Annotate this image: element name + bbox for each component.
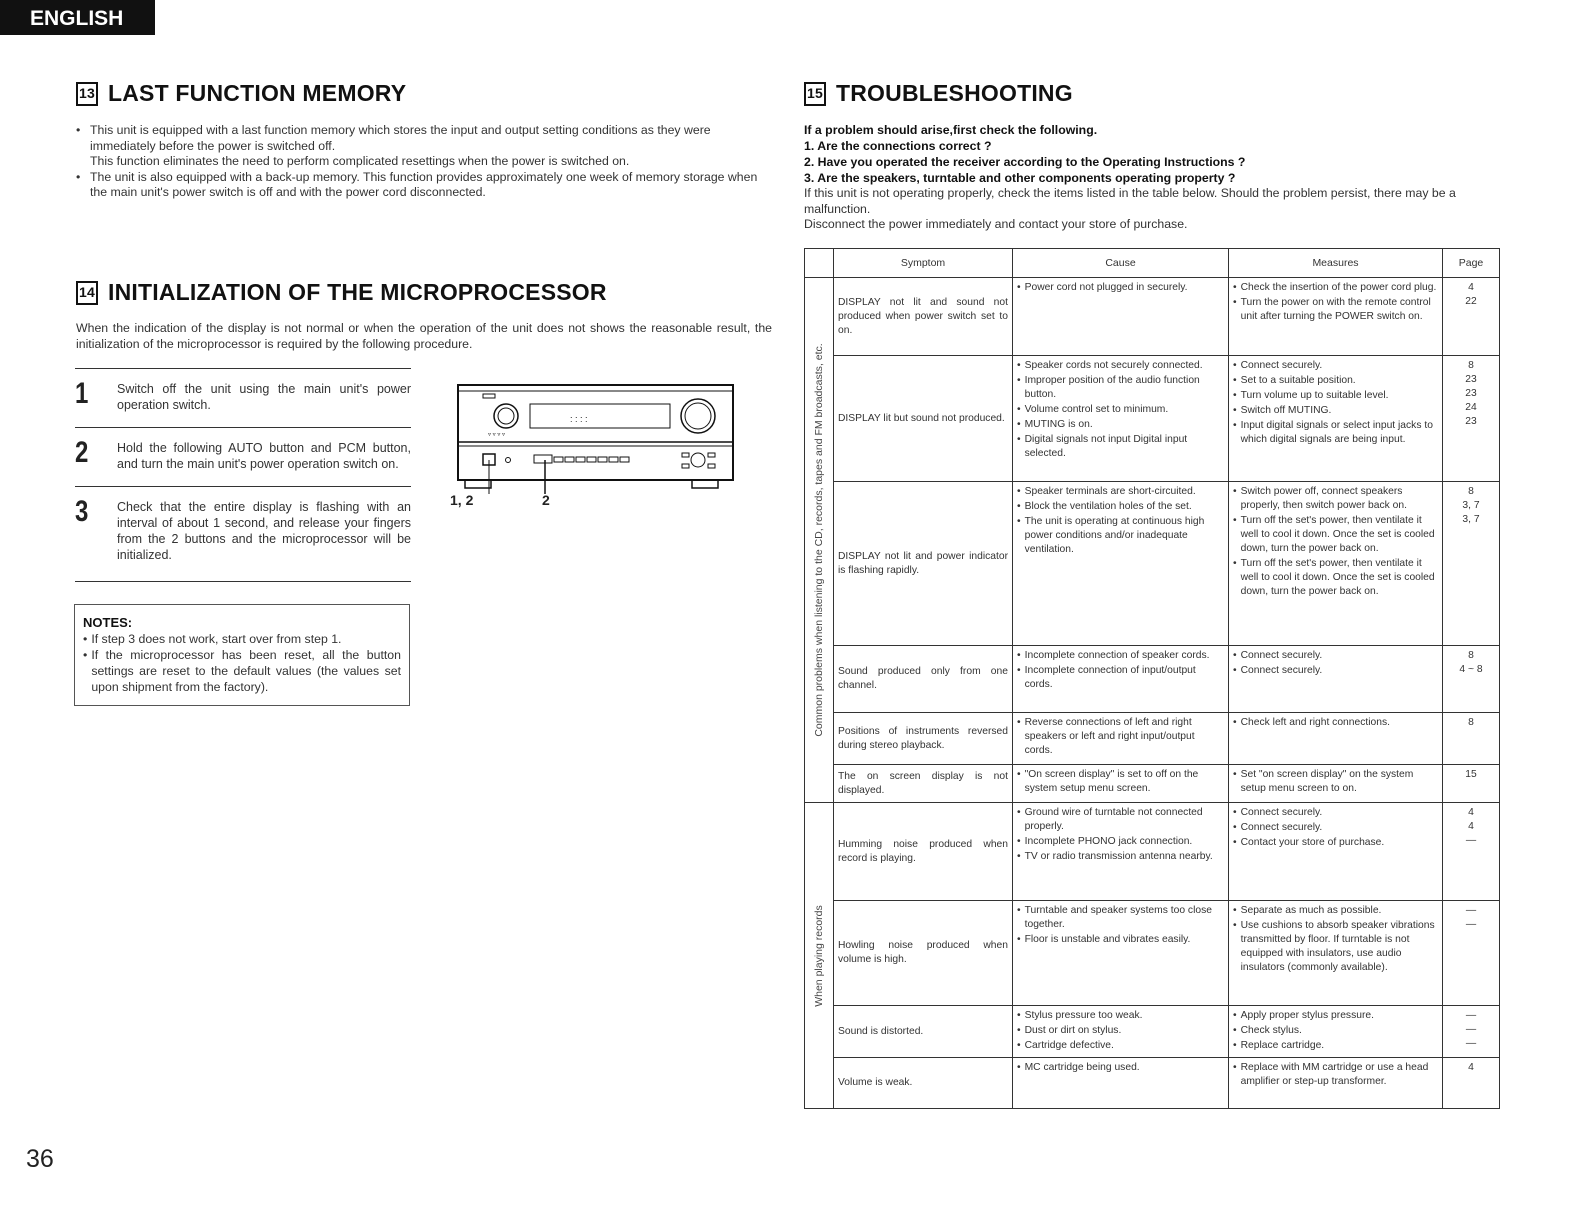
page-cell <box>1443 646 1500 713</box>
measure-item <box>1233 716 1438 730</box>
bullet-icon: • <box>1017 375 1021 386</box>
page-number: 36 <box>26 1145 54 1173</box>
table-row <box>805 803 1500 901</box>
page-cell <box>1443 765 1500 803</box>
bullet-icon: • <box>1233 282 1237 293</box>
table-row <box>805 765 1500 803</box>
bullet-icon: • <box>1233 1040 1237 1051</box>
measure-cell <box>1229 1058 1443 1109</box>
figure-label: 2 <box>542 492 550 508</box>
cause-item <box>1017 1061 1224 1075</box>
group-label: When playing records <box>813 904 825 1007</box>
page-cell <box>1443 1006 1500 1058</box>
cause-item <box>1017 374 1224 402</box>
cause-item <box>1017 281 1224 295</box>
item-text: Replace cartridge. <box>1240 1040 1325 1051</box>
bullet-icon: • <box>1017 665 1021 676</box>
svg-text:: : : :: : : : : <box>570 414 588 424</box>
bullet-icon: • <box>1017 905 1021 916</box>
measure-item <box>1233 557 1438 599</box>
measure-item <box>1233 904 1438 918</box>
item-text: Connect securely. <box>1240 665 1323 676</box>
bullet-icon: • <box>1233 717 1237 728</box>
item-text: Check the insertion of the power cord plug. <box>1240 282 1437 293</box>
page-cell <box>1443 278 1500 356</box>
page-cell <box>1443 901 1500 1006</box>
bullet-icon: • <box>1017 360 1021 371</box>
measure-item <box>1233 649 1438 663</box>
paragraph: If this unit is not operating properly, check the items listed in the table below. Should the problem persist, there may be a malfunction. <box>804 186 1456 216</box>
table-row <box>805 1006 1500 1058</box>
item-text: Contact your store of purchase. <box>1240 837 1385 848</box>
measure-item <box>1233 419 1438 447</box>
language-tab: ENGLISH <box>0 0 155 35</box>
bullet-icon: • <box>1017 516 1021 527</box>
paragraph: This function eliminates the need to perform complicated resettings when the power is switched on. <box>90 154 630 168</box>
page-cell <box>1443 713 1500 765</box>
notes-title: NOTES: <box>83 615 133 630</box>
measure-item <box>1233 404 1438 418</box>
cause-item <box>1017 1024 1224 1038</box>
page-ref: 8 <box>1468 717 1474 728</box>
measure-cell <box>1229 646 1443 713</box>
page-ref: — <box>1465 905 1477 916</box>
page-cell <box>1443 1058 1500 1109</box>
symptom-cell: Sound produced only from one channel. <box>834 646 1013 713</box>
step <box>75 486 411 581</box>
bullet-icon: • <box>1017 836 1021 847</box>
svg-text:▿ ▿ ▿ ▿: ▿ ▿ ▿ ▿ <box>488 432 506 438</box>
bullet-icon: • <box>1017 717 1021 728</box>
troubleshooting-table <box>804 248 1500 1109</box>
bullet-icon: • <box>1233 515 1237 526</box>
item-text: MC cartridge being used. <box>1024 1062 1140 1073</box>
bullet-icon: • <box>1233 360 1237 371</box>
column-header: Measures <box>1229 249 1443 278</box>
section-15-heading <box>804 80 1073 107</box>
section-title: TROUBLESHOOTING <box>835 80 1073 106</box>
cause-item <box>1017 716 1224 758</box>
measure-cell <box>1229 1006 1443 1058</box>
item-text: Use cushions to absorb speaker vibrations transmitted by floor. If turntable is not equipped with insulators, use audio insulators (commonly available). <box>1240 920 1435 973</box>
cause-cell <box>1013 1058 1229 1109</box>
item-text: Apply proper stylus pressure. <box>1240 1010 1374 1021</box>
bullet-icon: • <box>1017 1025 1021 1036</box>
column-header: Page <box>1443 249 1500 278</box>
symptom-cell: DISPLAY not lit and sound not produced when power switch set to on. <box>834 278 1013 356</box>
page-ref: 22 <box>1465 296 1477 307</box>
symptom-cell: Volume is weak. <box>834 1058 1013 1109</box>
page-ref: 15 <box>1465 769 1477 780</box>
bullet-icon: • <box>1017 501 1021 512</box>
bullet-icon: • <box>1233 297 1237 308</box>
symptom-cell: DISPLAY lit but sound not produced. <box>834 356 1013 482</box>
item-text: Ground wire of turntable not connected properly. <box>1024 807 1203 832</box>
figure-label: 1, 2 <box>450 492 474 508</box>
item-text: Speaker cords not securely connected. <box>1024 360 1203 371</box>
cause-cell <box>1013 713 1229 765</box>
cause-item <box>1017 433 1224 461</box>
item-text: Block the ventilation holes of the set. <box>1024 501 1192 512</box>
item-text: Switch power off, connect speakers properly, then switch power back on. <box>1240 486 1407 511</box>
item-text: Check stylus. <box>1240 1025 1302 1036</box>
step-number: 1 <box>75 377 89 410</box>
bullet-icon: • <box>1233 920 1237 931</box>
step-text: Check that the entire display is flashing with an interval of about 1 second, and release your fingers from the 2 buttons and the microprocessor will be initialized. <box>117 500 411 562</box>
item-text: Connect securely. <box>1240 360 1323 371</box>
bullet-icon: • <box>1233 1010 1237 1021</box>
bullet-icon: • <box>1233 807 1237 818</box>
receiver-front-panel-illustration <box>450 380 740 520</box>
item-text: Connect securely. <box>1240 807 1323 818</box>
page-cell <box>1443 482 1500 646</box>
bullet-icon: • <box>1233 665 1237 676</box>
page-ref: — <box>1465 1024 1477 1035</box>
cause-item <box>1017 904 1224 932</box>
page-ref: 4 ~ 8 <box>1459 664 1483 675</box>
item-text: TV or radio transmission antenna nearby. <box>1024 851 1213 862</box>
item-text: Improper position of the audio function button. <box>1024 375 1200 400</box>
step-number: 3 <box>75 495 89 528</box>
item-text: Dust or dirt on stylus. <box>1024 1025 1122 1036</box>
cause-item <box>1017 1009 1224 1023</box>
section-title: INITIALIZATION OF THE MICROPROCESSOR <box>107 279 607 305</box>
page-ref: — <box>1465 919 1477 930</box>
cause-item <box>1017 500 1224 514</box>
symptom-cell: Positions of instruments reversed during stereo playback. <box>834 713 1013 765</box>
page-cell <box>1443 356 1500 482</box>
cause-cell <box>1013 901 1229 1006</box>
page-cell <box>1443 803 1500 901</box>
measure-item <box>1233 296 1438 324</box>
page-ref: 8 <box>1468 650 1474 661</box>
table-header-row <box>805 249 1500 278</box>
table-row <box>805 482 1500 646</box>
cause-cell <box>1013 765 1229 803</box>
measure-item <box>1233 281 1438 295</box>
symptom-cell: Humming noise produced when record is playing. <box>834 803 1013 901</box>
measure-cell <box>1229 278 1443 356</box>
item-text: Digital signals not input Digital input selected. <box>1024 434 1188 459</box>
cause-item <box>1017 768 1224 796</box>
table-row <box>805 1058 1500 1109</box>
bullet-icon: • <box>1233 486 1237 497</box>
measure-item <box>1233 389 1438 403</box>
bullet-icon: • <box>1233 650 1237 661</box>
bullet-text: The unit is also equipped with a back-up memory. This function provides approximately one week of memory storage when the main unit's power switch is off and with the power cord disconnected. <box>90 169 758 199</box>
measure-item <box>1233 836 1438 850</box>
note-text: If the microprocessor has been reset, all the button settings are reset to the default values (the values set upon shipment from the factory). <box>91 648 401 694</box>
page-ref: — <box>1465 1010 1477 1021</box>
page-ref: 3, 7 <box>1462 500 1480 511</box>
measure-cell <box>1229 356 1443 482</box>
cause-item <box>1017 485 1224 499</box>
bullet-icon: • <box>1017 1010 1021 1021</box>
bullet-icon: • <box>1017 1062 1021 1073</box>
cause-item <box>1017 649 1224 663</box>
bullet-icon: • <box>1017 769 1021 780</box>
measure-item <box>1233 806 1438 820</box>
cause-item <box>1017 664 1224 692</box>
cause-item <box>1017 359 1224 373</box>
cause-cell <box>1013 803 1229 901</box>
column-header: Symptom <box>834 249 1013 278</box>
page-ref: 23 <box>1465 374 1477 385</box>
cause-item <box>1017 835 1224 849</box>
check-item: 1. Are the connections correct ? <box>804 139 992 153</box>
bullet-icon: • <box>1017 486 1021 497</box>
cause-cell <box>1013 646 1229 713</box>
check-title: If a problem should arise,first check the following. <box>804 123 1098 137</box>
column-header: Cause <box>1013 249 1229 278</box>
cause-cell <box>1013 356 1229 482</box>
symptom-cell: Howling noise produced when volume is high. <box>834 901 1013 1006</box>
group-label-cell <box>805 278 834 803</box>
check-item: 2. Have you operated the receiver according to the Operating Instructions ? <box>804 155 1246 169</box>
item-text: Speaker terminals are short-circuited. <box>1024 486 1196 497</box>
measure-item <box>1233 664 1438 678</box>
measure-item <box>1233 374 1438 388</box>
bullet-icon: • <box>1017 282 1021 293</box>
item-text: Incomplete PHONO jack connection. <box>1024 836 1193 847</box>
item-text: Turn off the set's power, then ventilate it well to cool it down. Once the set is cooled down, turn the power back on. <box>1240 558 1435 597</box>
item-text: Check left and right connections. <box>1240 717 1390 728</box>
measure-cell <box>1229 713 1443 765</box>
steps-list <box>75 368 411 582</box>
section-14-heading <box>76 279 607 306</box>
page-ref: 8 <box>1468 486 1474 497</box>
paragraph: Disconnect the power immediately and contact your store of purchase. <box>804 217 1188 231</box>
section-number: 14 <box>76 281 98 305</box>
measure-cell <box>1229 803 1443 901</box>
measure-cell <box>1229 901 1443 1006</box>
table-row <box>805 356 1500 482</box>
item-text: Incomplete connection of input/output cords. <box>1024 665 1196 690</box>
section-number: 15 <box>804 82 826 106</box>
cause-item <box>1017 403 1224 417</box>
cause-item <box>1017 515 1224 557</box>
symptom-cell: The on screen display is not displayed. <box>834 765 1013 803</box>
bullet-icon: • <box>1233 558 1237 569</box>
table-row <box>805 901 1500 1006</box>
section-number: 13 <box>76 82 98 106</box>
bullet-icon: • <box>1017 434 1021 445</box>
measure-item <box>1233 768 1438 796</box>
page-ref: 4 <box>1468 282 1474 293</box>
item-text: Turn the power on with the remote control unit after turning the POWER switch on. <box>1240 297 1431 322</box>
measure-item <box>1233 1039 1438 1053</box>
bullet-icon: • <box>1233 390 1237 401</box>
item-text: Stylus pressure too weak. <box>1024 1010 1143 1021</box>
bullet-icon: • <box>1233 822 1237 833</box>
measure-item <box>1233 1061 1438 1089</box>
bullet-icon: • <box>1017 650 1021 661</box>
item-text: Separate as much as possible. <box>1240 905 1382 916</box>
bullet-icon: • <box>1017 851 1021 862</box>
bullet-icon: • <box>1017 419 1021 430</box>
section-13-body: • This unit is equipped with a last function memory which stores the input and output setting conditions as they were immediately before the power is switched off. This function eliminates the need to perform complicated resettings when the power is switched on. • The unit is also equipped with a back-up memory. This function provides approximately one week of memory storage when the main unit's power switch is off and with the power cord disconnected. <box>76 123 772 201</box>
bullet-icon: • <box>1233 769 1237 780</box>
item-text: Set to a suitable position. <box>1240 375 1356 386</box>
table-row <box>805 713 1500 765</box>
bullet-icon: • <box>1233 1062 1237 1073</box>
page-ref: — <box>1465 835 1477 846</box>
cause-cell <box>1013 482 1229 646</box>
item-text: Input digital signals or select input jacks to which digital signals are being input. <box>1240 420 1433 445</box>
item-text: Turn volume up to suitable level. <box>1240 390 1389 401</box>
bullet-text: This unit is equipped with a last function memory which stores the input and output setting conditions as they were immediately before the power is switched off. <box>90 123 711 153</box>
page-ref: 8 <box>1468 360 1474 371</box>
item-text: Cartridge defective. <box>1024 1040 1114 1051</box>
section-title: LAST FUNCTION MEMORY <box>107 80 407 106</box>
section-13-heading <box>76 80 406 107</box>
page-ref: 23 <box>1465 416 1477 427</box>
bullet-icon: • <box>1233 375 1237 386</box>
step-number: 2 <box>75 436 89 469</box>
step <box>75 368 411 427</box>
section-14-intro: When the indication of the display is not normal or when the operation of the unit does not shows the reasonable result, the initialization of the microprocessor is required by the following procedure. <box>76 321 772 351</box>
symptom-cell: Sound is distorted. <box>834 1006 1013 1058</box>
cause-cell <box>1013 1006 1229 1058</box>
step-text: Switch off the unit using the main unit's power operation switch. <box>117 382 411 412</box>
item-text: "On screen display" is set to off on the system setup menu screen. <box>1024 769 1199 794</box>
measure-item <box>1233 359 1438 373</box>
bullet-icon: • <box>1017 1040 1021 1051</box>
measure-item <box>1233 514 1438 556</box>
bullet-icon: • <box>1017 934 1021 945</box>
page-ref: 4 <box>1468 807 1474 818</box>
bullet-icon: • <box>1233 405 1237 416</box>
item-text: Switch off MUTING. <box>1240 405 1332 416</box>
item-text: Connect securely. <box>1240 822 1323 833</box>
group-label: Common problems when listening to the CD, records, tapes and FM broadcasts, etc. <box>813 343 825 737</box>
measure-item <box>1233 485 1438 513</box>
bullet-icon: • <box>1233 837 1237 848</box>
page-ref: 23 <box>1465 388 1477 399</box>
measure-cell <box>1229 482 1443 646</box>
cause-item <box>1017 850 1224 864</box>
notes-box: NOTES: • If step 3 does not work, start over from step 1. • If the microprocessor has been reset, all the button settings are reset to the default values (the values set upon shipment from the factory). <box>74 604 410 706</box>
item-text: Volume control set to minimum. <box>1024 404 1169 415</box>
bullet-icon: • <box>1233 905 1237 916</box>
item-text: Turn off the set's power, then ventilate it well to cool it down. Once the set is cooled down, turn the power back on. <box>1240 515 1435 554</box>
item-text: Reverse connections of left and right speakers or left and right input/output cords. <box>1024 717 1195 756</box>
item-text: The unit is operating at continuous high power conditions and/or inadequate ventilation. <box>1024 516 1205 555</box>
table-row <box>805 278 1500 356</box>
measure-item <box>1233 1024 1438 1038</box>
bullet-icon: • <box>1233 1025 1237 1036</box>
item-text: Set "on screen display" on the system setup menu screen to on. <box>1240 769 1414 794</box>
bullet-icon: • <box>1017 807 1021 818</box>
item-text: Incomplete connection of speaker cords. <box>1024 650 1210 661</box>
item-text: Power cord not plugged in securely. <box>1024 282 1188 293</box>
bullet-icon: • <box>1233 420 1237 431</box>
measure-item <box>1233 1009 1438 1023</box>
cause-item <box>1017 933 1224 947</box>
section-15-intro <box>804 122 1500 233</box>
measure-item <box>1233 919 1438 975</box>
cause-item <box>1017 806 1224 834</box>
group-header <box>805 249 834 278</box>
symptom-cell: DISPLAY not lit and power indicator is flashing rapidly. <box>834 482 1013 646</box>
item-text: MUTING is on. <box>1024 419 1093 430</box>
cause-cell <box>1013 278 1229 356</box>
page-ref: 4 <box>1468 1062 1474 1073</box>
item-text: Connect securely. <box>1240 650 1323 661</box>
table-row <box>805 646 1500 713</box>
bullet-icon: • <box>1017 404 1021 415</box>
note-text: If step 3 does not work, start over from step 1. <box>91 632 342 646</box>
item-text: Replace with MM cartridge or use a head amplifier or step-up transformer. <box>1240 1062 1429 1087</box>
measure-item <box>1233 821 1438 835</box>
page-ref: 4 <box>1468 821 1474 832</box>
page-ref: 24 <box>1465 402 1477 413</box>
page-ref: — <box>1465 1038 1477 1049</box>
item-text: Turntable and speaker systems too close together. <box>1024 905 1212 930</box>
item-text: Floor is unstable and vibrates easily. <box>1024 934 1191 945</box>
page-ref: 3, 7 <box>1462 514 1480 525</box>
step-text: Hold the following AUTO button and PCM button, and turn the main unit's power operation switch on. <box>117 441 411 471</box>
cause-item <box>1017 418 1224 432</box>
step <box>75 427 411 486</box>
group-label-cell <box>805 803 834 1109</box>
measure-cell <box>1229 765 1443 803</box>
check-item: 3. Are the speakers, turntable and other components operating property ? <box>804 171 1236 185</box>
cause-item <box>1017 1039 1224 1053</box>
